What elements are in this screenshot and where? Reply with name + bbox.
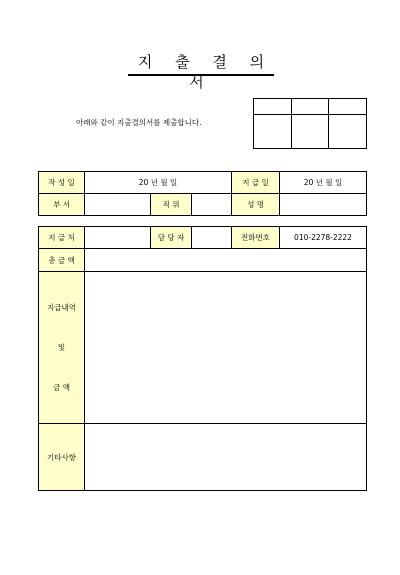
payment-date-label: 지 급 일: [232, 172, 280, 194]
other-notes-field[interactable]: [85, 424, 367, 491]
approval-header-1[interactable]: [254, 99, 292, 115]
manager-label: 담 당 자: [151, 227, 192, 249]
other-notes-label: 기타사항: [39, 424, 85, 491]
phone-field[interactable]: 010-2278-2222: [280, 227, 367, 249]
name-field[interactable]: [280, 194, 367, 216]
payee-label: 지 급 처: [39, 227, 85, 249]
info-table: [38, 171, 367, 216]
author-date-field[interactable]: 20 년 월 일: [85, 172, 232, 194]
approval-sign-2[interactable]: [292, 115, 329, 149]
details-label-line-1: 지급내역: [47, 302, 76, 312]
department-field[interactable]: [85, 194, 151, 216]
payment-date-field[interactable]: 20 년 월 일: [280, 172, 367, 194]
title-underline: [128, 74, 274, 76]
department-label: 부 서: [39, 194, 85, 216]
payment-details-label: [39, 272, 85, 424]
position-label: 직 위: [151, 194, 192, 216]
name-label: 성 명: [232, 194, 280, 216]
position-field[interactable]: [192, 194, 232, 216]
approval-table: [253, 98, 367, 149]
main-table: [38, 226, 367, 491]
payee-field[interactable]: [85, 227, 151, 249]
approval-header-2[interactable]: [292, 99, 329, 115]
approval-sign-3[interactable]: [329, 115, 367, 149]
approval-header-3[interactable]: [329, 99, 367, 115]
payment-details-field[interactable]: [85, 272, 367, 424]
phone-label: 전화번호: [232, 227, 280, 249]
intro-text: 아래와 같이 지출결의서를 제출합니다.: [76, 118, 202, 127]
document-title: 지 출 결 의 서: [137, 53, 274, 91]
total-amount-label: 총 금 액: [39, 249, 85, 272]
details-label-line-3: 금 액: [53, 382, 70, 392]
details-label-line-2: 및: [57, 342, 66, 352]
author-date-label: 작 성 일: [39, 172, 85, 194]
approval-sign-1[interactable]: [254, 115, 292, 149]
manager-field[interactable]: [192, 227, 232, 249]
total-amount-field[interactable]: [85, 249, 367, 272]
